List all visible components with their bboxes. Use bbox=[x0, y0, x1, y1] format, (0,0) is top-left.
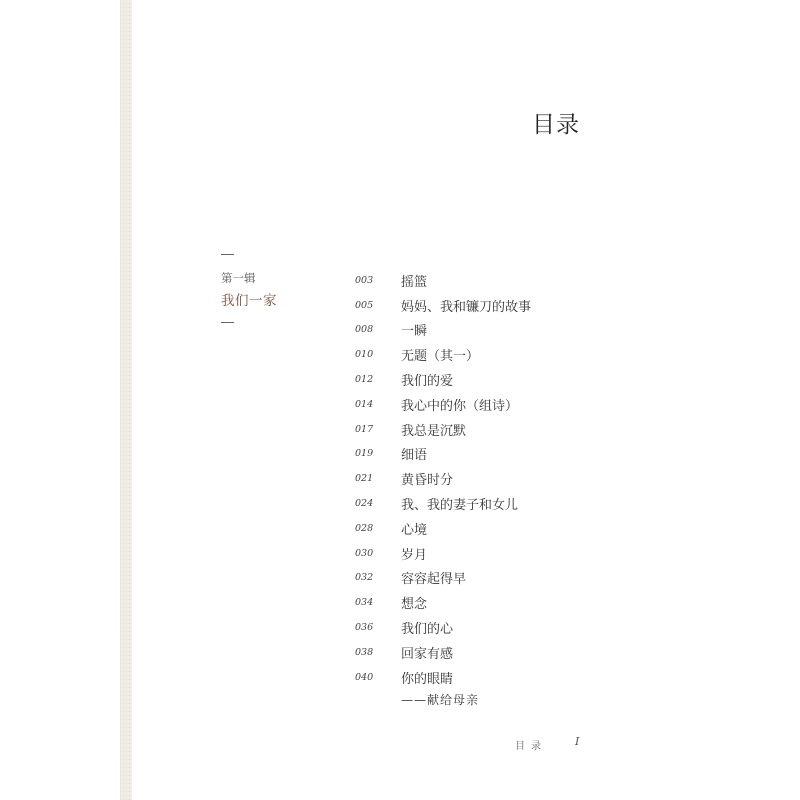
section-name: 我们一家 bbox=[221, 293, 277, 309]
toc-entry[interactable] bbox=[355, 615, 655, 640]
book-spine-strip bbox=[120, 0, 132, 800]
toc-list bbox=[355, 268, 655, 690]
toc-entry[interactable] bbox=[355, 541, 655, 566]
footer-label: 目录 bbox=[515, 741, 547, 752]
toc-entry[interactable] bbox=[355, 566, 655, 591]
toc-title: 容容起得早 bbox=[401, 572, 467, 588]
toc-entry[interactable] bbox=[355, 342, 655, 367]
toc-page-number: 005 bbox=[355, 299, 374, 311]
toc-title: 想念 bbox=[401, 597, 428, 613]
toc-entry[interactable] bbox=[355, 590, 655, 615]
toc-entry[interactable] bbox=[355, 268, 655, 293]
toc-title: 一瞬 bbox=[401, 324, 428, 340]
toc-title: 心境 bbox=[401, 522, 428, 538]
toc-page-number: 017 bbox=[355, 423, 374, 435]
toc-entry[interactable] bbox=[355, 640, 655, 665]
toc-entry[interactable] bbox=[355, 417, 655, 442]
toc-entry[interactable] bbox=[355, 293, 655, 318]
toc-title: 我们的心 bbox=[401, 622, 454, 638]
toc-page-number: 040 bbox=[355, 671, 374, 683]
toc-page-number: 003 bbox=[355, 274, 374, 286]
toc-title: 岁月 bbox=[401, 547, 428, 563]
section-label: 第一辑 bbox=[221, 271, 256, 285]
page-title: 目录 bbox=[532, 112, 580, 138]
section-top-divider bbox=[221, 254, 234, 255]
toc-title: 我们的爱 bbox=[401, 374, 454, 390]
toc-page-number: 024 bbox=[355, 498, 374, 510]
toc-title: 回家有感 bbox=[401, 646, 454, 662]
toc-page-number: 030 bbox=[355, 547, 374, 559]
toc-page-number: 014 bbox=[355, 398, 374, 410]
toc-entry[interactable] bbox=[355, 392, 655, 417]
toc-entry[interactable] bbox=[355, 367, 655, 392]
toc-entry[interactable] bbox=[355, 665, 655, 690]
section-bottom-divider bbox=[221, 322, 234, 323]
toc-title: 我、我的妻子和女儿 bbox=[401, 498, 519, 514]
toc-entry[interactable] bbox=[355, 491, 655, 516]
toc-title: 你的眼睛 bbox=[401, 671, 454, 687]
toc-page-number: 019 bbox=[355, 448, 374, 460]
toc-page-number: 032 bbox=[355, 572, 374, 584]
toc-entry[interactable] bbox=[355, 442, 655, 467]
toc-entry[interactable] bbox=[355, 466, 655, 491]
toc-page-number: 010 bbox=[355, 349, 374, 361]
toc-page-number: 021 bbox=[355, 473, 374, 485]
toc-page-number: 012 bbox=[355, 374, 374, 386]
toc-page-number: 028 bbox=[355, 522, 374, 534]
footer-page-number: I bbox=[575, 735, 580, 748]
toc-page-number: 008 bbox=[355, 324, 374, 336]
toc-entry[interactable] bbox=[355, 318, 655, 343]
dedication: ——献给母亲 bbox=[401, 693, 480, 707]
toc-title: 摇篮 bbox=[401, 274, 428, 290]
toc-title: 无题（其一） bbox=[401, 349, 480, 365]
toc-entry[interactable] bbox=[355, 516, 655, 541]
toc-title: 黄昏时分 bbox=[401, 473, 454, 489]
toc-title: 我心中的你（组诗） bbox=[401, 398, 519, 414]
toc-title: 我总是沉默 bbox=[401, 423, 467, 439]
toc-page-number: 034 bbox=[355, 597, 374, 609]
toc-title: 细语 bbox=[401, 448, 428, 464]
page-gutter bbox=[0, 0, 120, 800]
toc-title: 妈妈、我和镰刀的故事 bbox=[401, 299, 532, 315]
toc-page-number: 038 bbox=[355, 646, 374, 658]
toc-page-number: 036 bbox=[355, 622, 374, 634]
